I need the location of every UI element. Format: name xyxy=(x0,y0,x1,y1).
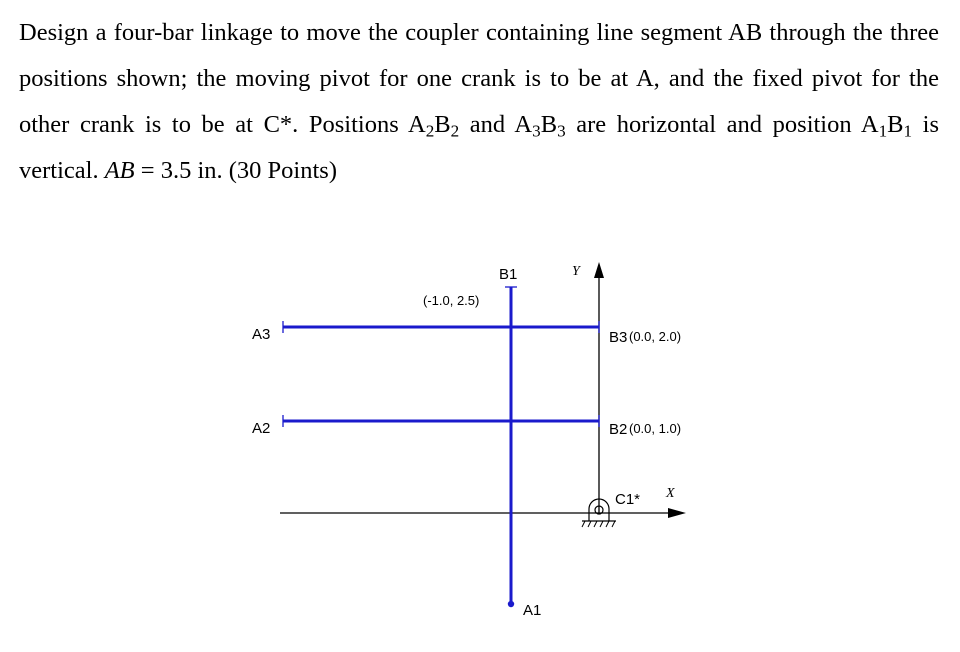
subscript-a2: 2 xyxy=(425,121,435,141)
pivot-a1 xyxy=(508,601,514,607)
problem-text-1: Design a four-bar linkage to move the coupler containing line segment AB through the three positions shown; the moving pivot for one crank is to be at A, and the fixed pivot for the other crank is to be at C*. Positions A xyxy=(19,19,939,138)
ab-italic: AB xyxy=(104,157,135,184)
problem-text-6: B xyxy=(887,111,904,138)
label-b3: B3 xyxy=(609,329,628,346)
label-y-axis: Y xyxy=(572,264,580,279)
x-axis-arrow xyxy=(668,508,686,518)
label-b3-coord: (0.0, 2.0) xyxy=(629,329,682,344)
label-c1: C1* xyxy=(615,491,641,508)
label-b1-coord: (-1.0, 2.5) xyxy=(423,293,480,308)
problem-text-4: B xyxy=(540,111,558,138)
y-axis-arrow xyxy=(594,262,604,278)
problem-text-2: B xyxy=(434,111,451,138)
subscript-b3: 3 xyxy=(557,121,566,141)
subscript-b1: 1 xyxy=(903,121,913,141)
label-b2: B2 xyxy=(609,421,628,438)
subscript-b2: 2 xyxy=(450,121,460,141)
label-b1: B1 xyxy=(499,266,518,283)
label-a2: A2 xyxy=(252,420,271,437)
problem-text-5: are horizontal and position A xyxy=(565,111,879,138)
label-x-axis: X xyxy=(666,486,675,501)
label-a3: A3 xyxy=(252,326,271,343)
subscript-a3: 3 xyxy=(532,121,541,141)
subscript-a1: 1 xyxy=(878,121,888,141)
problem-text-8: = 3.5 in. (30 Points) xyxy=(134,157,337,184)
label-b2-coord: (0.0, 1.0) xyxy=(629,421,682,436)
problem-text-3: and A xyxy=(459,111,533,138)
label-a1: A1 xyxy=(523,602,542,619)
problem-text-7: is vertical. xyxy=(19,111,940,184)
